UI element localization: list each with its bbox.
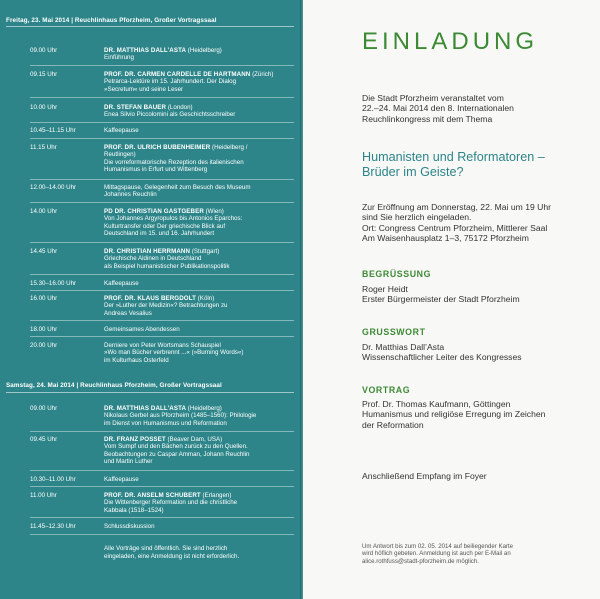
speaker-name: DR. STEFAN BAUER bbox=[104, 104, 167, 111]
day2-heading: Samstag, 24. Mai 2014 | Reuchlinhaus Pforzheim, Großer Vortragssaal bbox=[6, 382, 222, 389]
intro-text: Die Stadt Pforzheim veranstaltet vom 22.–24. Mai 2014 den 8. Internationalen Reuchlinkongress mit dem Thema bbox=[362, 93, 514, 124]
speaker-affiliation: (Stuttgart) bbox=[191, 248, 220, 255]
entry-line: Kabbala (1518–1524) bbox=[104, 506, 164, 514]
entry-line: Enea Silvio Piccolomini als Geschichtsschreiber bbox=[104, 111, 236, 119]
entry-line: im Dienst von Humanismus und Reformation bbox=[104, 419, 227, 427]
entry-line: »Secretum« und seine Leser bbox=[104, 85, 184, 93]
entry-time: 11.00 Uhr bbox=[30, 492, 57, 499]
entry-line: Kulturtransfer oder Der griechische Blick auf bbox=[104, 222, 226, 230]
speaker-affiliation: (Heidelberg) bbox=[187, 405, 222, 412]
separator bbox=[30, 274, 294, 275]
entry-time: 20.00 Uhr bbox=[30, 342, 58, 349]
speaker-name: DR. MATTHIAS DALL’ASTA bbox=[104, 47, 187, 54]
entry-line: Humanismus in Erfurt und Wittenberg bbox=[104, 166, 208, 174]
day1-rule bbox=[6, 26, 294, 27]
entry-time: 09.45 Uhr bbox=[30, 436, 58, 443]
section-text: Prof. Dr. Thomas Kaufmann, Göttingen Humanismus und religiöse Erregung im Zeichen der Reformation bbox=[362, 399, 546, 430]
section-label-vortrag: VORTRAG bbox=[362, 385, 411, 395]
section-label-begruessung: BEGRÜSSUNG bbox=[362, 269, 432, 279]
day2-rule bbox=[6, 392, 294, 393]
speaker-name: PROF. DR. KLAUS BERGDOLT bbox=[104, 295, 197, 302]
entry-line: Kaffeepause bbox=[104, 476, 139, 483]
entry-line: Nikolaus Gerbel aus Pforzheim (1485–1560): Philologie bbox=[104, 412, 257, 420]
entry-line: Griechische Aldinen in Deutschland bbox=[104, 255, 202, 263]
entry-line: Kaffeepause bbox=[104, 280, 139, 287]
entry-line: im Kulturhaus Osterfeld bbox=[104, 356, 169, 364]
entry-line: Der »Luther der Medizin«? Betrachtungen zu bbox=[104, 302, 228, 310]
section-label-grusswort: GRUSSWORT bbox=[362, 327, 426, 337]
speaker-name: DR. CHRISTIAN HERRMANN bbox=[104, 248, 191, 255]
speaker-name: DR. MATTHIAS DALL’ASTA bbox=[104, 405, 187, 412]
speaker-affiliation: (London) bbox=[167, 104, 193, 111]
entry-time: 10.30–11.00 Uhr bbox=[30, 476, 76, 483]
entry-line: und Martin Luther bbox=[104, 458, 153, 466]
separator bbox=[30, 470, 294, 471]
congress-theme: Humanisten und Reformatoren – Brüder im Geiste? bbox=[362, 150, 545, 180]
entry-time: 09.00 Uhr bbox=[30, 405, 58, 412]
entry-time: 12.00–14.00 Uhr bbox=[30, 184, 77, 191]
entry-line: Beobachtungen zu Caspar Amman, Johann Reuchlin bbox=[104, 450, 250, 458]
entry-line: Von Johannes Argyropulos bis Antonios Eparchos: bbox=[104, 215, 243, 223]
entry-line: »Wo man Bücher verbrennt ...« (»Burning Words«) bbox=[104, 349, 244, 357]
entry-time: 10.45–11.15 Uhr bbox=[30, 127, 76, 134]
entry-line: Andreas Vesalius bbox=[104, 309, 152, 317]
separator bbox=[30, 202, 294, 203]
footnote-line: Alle Vorträge sind öffentlich. Sie sind herzlich bbox=[104, 545, 228, 552]
section-text: Dr. Matthias Dall’Asta Wissenschaftlicher Leiter des Kongresses bbox=[362, 342, 522, 363]
separator bbox=[30, 517, 294, 518]
speaker-affiliation: (Erlangen) bbox=[202, 492, 232, 499]
invitation-title: EINLADUNG bbox=[362, 28, 539, 55]
entry-line: Gemeinsames Abendessen bbox=[104, 326, 180, 333]
entry-time: 09.15 Uhr bbox=[30, 71, 58, 78]
footnote-line: eingeladen, eine Anmeldung ist nicht erforderlich. bbox=[104, 553, 240, 561]
entry-line: Johannes Reuchlin bbox=[104, 191, 157, 199]
separator bbox=[30, 290, 294, 291]
separator bbox=[30, 320, 294, 321]
entry-time: 14.45 Uhr bbox=[30, 248, 58, 255]
separator bbox=[30, 242, 294, 243]
separator bbox=[30, 122, 294, 123]
speaker-name: DR. FRANZ POSSET bbox=[104, 436, 166, 443]
speaker-name: PROF. DR. ANSELM SCHUBERT bbox=[104, 492, 201, 499]
speaker-name: PROF. DR. ULRICH BUBENHEIMER bbox=[104, 144, 211, 151]
entry-line: Schlussdiskussion bbox=[104, 523, 155, 530]
program-footnote bbox=[104, 545, 294, 561]
entry-time: 18.00 Uhr bbox=[30, 326, 58, 333]
entry-line: Die vorreformatorische Rezeption des italienischen bbox=[104, 158, 244, 166]
separator bbox=[30, 179, 294, 180]
entry-line: Vom Sumpf und den Bächen zurück zu den Quellen. bbox=[104, 443, 248, 451]
entry-line: Petrarca-Lektüre im 15. Jahrhundert. Der Dialog bbox=[104, 78, 237, 86]
speaker-affiliation: (Zürich) bbox=[252, 71, 274, 78]
entry-time: 16.00 Uhr bbox=[30, 295, 58, 302]
speaker-name: PROF. DR. CARMEN CARDELLE DE HARTMANN bbox=[104, 71, 251, 78]
reception-note: Anschließend Empfang im Foyer bbox=[362, 471, 487, 481]
entry-time: 15.30–16.00 Uhr bbox=[30, 280, 77, 287]
entry-line: Derniere von Peter Wortsmans Schauspiel bbox=[104, 342, 221, 349]
separator bbox=[30, 65, 294, 66]
entry-time: 10.00 Uhr bbox=[30, 104, 58, 111]
opening-text: Zur Eröffnung am Donnerstag, 22. Mai um 19 Uhr sind Sie herzlich eingeladen. Ort: Congress Centrum Pforzheim, Mittlerer Saal Am Waisenhausplatz 1–3, 75172 Pforzheim bbox=[362, 202, 551, 243]
speaker-affiliation: (Köln) bbox=[197, 295, 215, 302]
entry-line: Deutschland im 15. und 16. Jahrhundert bbox=[104, 230, 215, 238]
entry-line: Reutlingen) bbox=[104, 151, 136, 159]
entry-line: Einführung bbox=[104, 54, 134, 62]
speaker-affiliation: (Wien) bbox=[205, 208, 224, 215]
section-text: Roger Heidt Erster Bürgermeister der Stadt Pforzheim bbox=[362, 284, 520, 305]
speaker-affiliation: (Beaver Dam, USA) bbox=[167, 436, 223, 443]
speaker-affiliation: (Heidelberg / bbox=[212, 144, 248, 151]
entry-line: Mittagspause, Gelegenheit zum Besuch des Museum bbox=[104, 184, 251, 191]
separator bbox=[30, 486, 294, 487]
separator bbox=[30, 534, 294, 535]
entry-line: Die Wittenberger Reformation und die christliche bbox=[104, 499, 238, 507]
entry-line: Kaffeepause bbox=[104, 127, 139, 134]
separator bbox=[30, 97, 294, 98]
separator bbox=[30, 336, 294, 337]
speaker-name: PD DR. CHRISTIAN GASTGEBER bbox=[104, 208, 204, 215]
speaker-affiliation: (Heidelberg) bbox=[187, 47, 222, 54]
entry-time: 14.00 Uhr bbox=[30, 208, 58, 215]
entry-line: als Beispiel humanistischer Publikationspolitik bbox=[104, 262, 230, 270]
day1-heading: Freitag, 23. Mai 2014 | Reuchlinhaus Pforzheim, Großer Vortragssaal bbox=[6, 17, 217, 24]
entry-time: 11.45–12.30 Uhr bbox=[30, 523, 76, 530]
separator bbox=[30, 431, 294, 432]
separator bbox=[30, 138, 294, 139]
entry-time: 09.00 Uhr bbox=[30, 47, 58, 54]
entry-time: 11.15 Uhr bbox=[30, 144, 57, 151]
rsvp-note: Um Antwort bis zum 02. 05. 2014 auf beiliegender Karte wird höflich gebeten. Anmeldung ist auch per E-Mail an alice.rothfuss@stadt-pforzheim.de möglich. bbox=[362, 543, 514, 565]
